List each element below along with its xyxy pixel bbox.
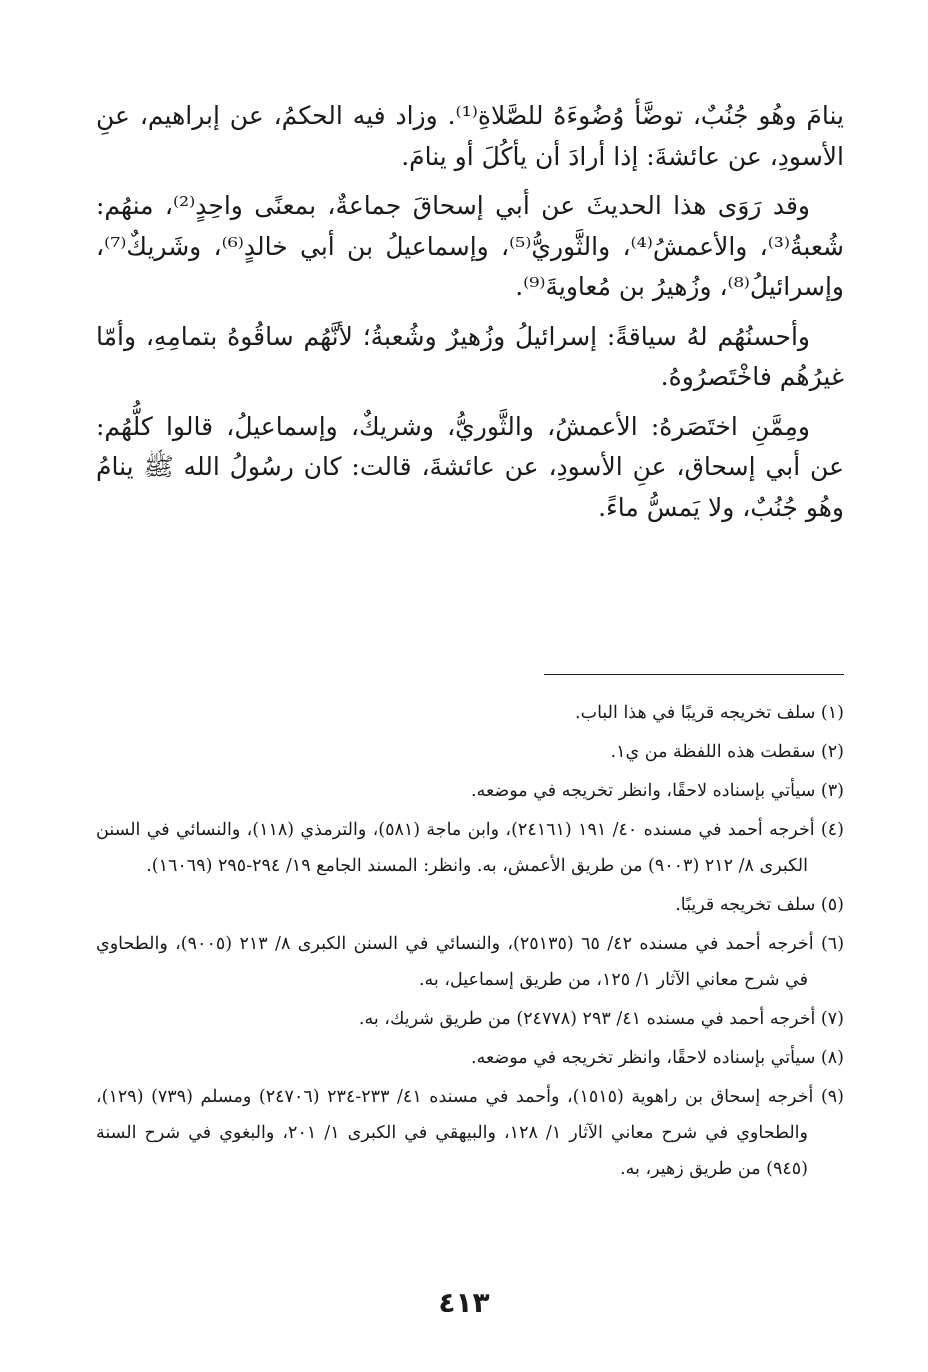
footnotes bbox=[96, 695, 844, 1190]
footnote-4: (٤) أخرجه أحمد في مسنده ٤٠/ ١٩١ (٢٤١٦١)، وابن ماجة (٥٨١)، والترمذي (١١٨)، والنسائي في السنن الكبرى ٨/ ٢١٢ (٩٠٠٣) من طريق الأعمش، به. وانظر: المسند الجامع ١٩/ ٢٩٤-٢٩٥ (١٦٠٦٩). bbox=[96, 820, 844, 876]
footnote-9: (٩) أخرجه إسحاق بن راهوية (١٥١٥)، وأحمد في مسنده ٤١/ ٢٣٣-٢٣٤ (٢٤٧٠٦) ومسلم (٧٣٩) (١٢٩)، والطحاوي في شرح معاني الآثار ١/ ١٢٨، والبيهقي في الكبرى ١/ ٢٠١، والبغوي في شرح السنة (٩٤٥) من طريق زهير، به. bbox=[96, 1087, 844, 1179]
page-number: ٤١٣ bbox=[438, 1286, 490, 1319]
footnote-separator bbox=[544, 674, 844, 675]
footnote-5: (٥) سلف تخريجه قريبًا. bbox=[675, 895, 844, 915]
paragraph-3: وأحسنُهُم لهُ سياقةً: إسرائيلُ وزُهيرٌ وشُعبةُ؛ لأنَّهُم ساقُوهُ بتمامِهِ، وأمّا غيرُهُم فاخْتَصرُوهُ. bbox=[96, 321, 844, 391]
paragraph-2: وقد رَوَى هذا الحديثَ عن أبي إسحاقَ جماعةٌ، بمعنًى واحِدٍ⁽²⁾، منهُم: شُعبةُ⁽³⁾، والأعمشُ⁽⁴⁾، والثَّوريُّ⁽⁵⁾، وإسماعيلُ بن أبي خالدٍ⁽⁶⁾، وشَريكٌ⁽⁷⁾، وإسرائيلُ⁽⁸⁾، وزُهيرُ بن مُعاويةَ⁽⁹⁾. bbox=[96, 191, 844, 301]
paragraph-1: ينامَ وهُو جُنُبٌ، توضَّأ وُضُوءَهُ للصَّلاةِ⁽¹⁾. وزاد فيه الحكمُ، عن إبراهيم، عنِ الأسودِ، عن عائشةَ: إذا أرادَ أن يأكُلَ أو ينامَ. bbox=[96, 101, 844, 171]
footnote-8: (٨) سيأتي بإسناده لاحقًا، وانظر تخريجه في موضعه. bbox=[471, 1048, 844, 1068]
footnote-2: (٢) سقطت هذه اللفظة من ي١. bbox=[610, 742, 844, 762]
paragraph-4: ومِمَّنِ اختَصَرهُ: الأعمشُ، والثَّوريُّ، وشريكٌ، وإسماعيلُ، قالوا كلُّهُم: عن أبي إسحاق، عنِ الأسودِ، عن عائشةَ، قالت: كان رسُولُ الله ﷺ ينامُ وهُو جُنُبٌ، ولا يَمسُّ ماءً. bbox=[96, 411, 844, 522]
footnote-3: (٣) سيأتي بإسناده لاحقًا، وانظر تخريجه في موضعه. bbox=[471, 781, 844, 801]
footnote-1: (١) سلف تخريجه قريبًا في هذا الباب. bbox=[575, 703, 844, 723]
main-text bbox=[96, 96, 844, 537]
footnote-7: (٧) أخرجه أحمد في مسنده ٤١/ ٢٩٣ (٢٤٧٧٨) من طريق شريك، به. bbox=[358, 1009, 844, 1029]
footnote-6: (٦) أخرجه أحمد في مسنده ٤٢/ ٦٥ (٢٥١٣٥)، والنسائي في السنن الكبرى ٨/ ٢١٣ (٩٠٠٥)، والطحاوي في شرح معاني الآثار ١/ ١٢٥، من طريق إسماعيل، به. bbox=[96, 934, 845, 990]
